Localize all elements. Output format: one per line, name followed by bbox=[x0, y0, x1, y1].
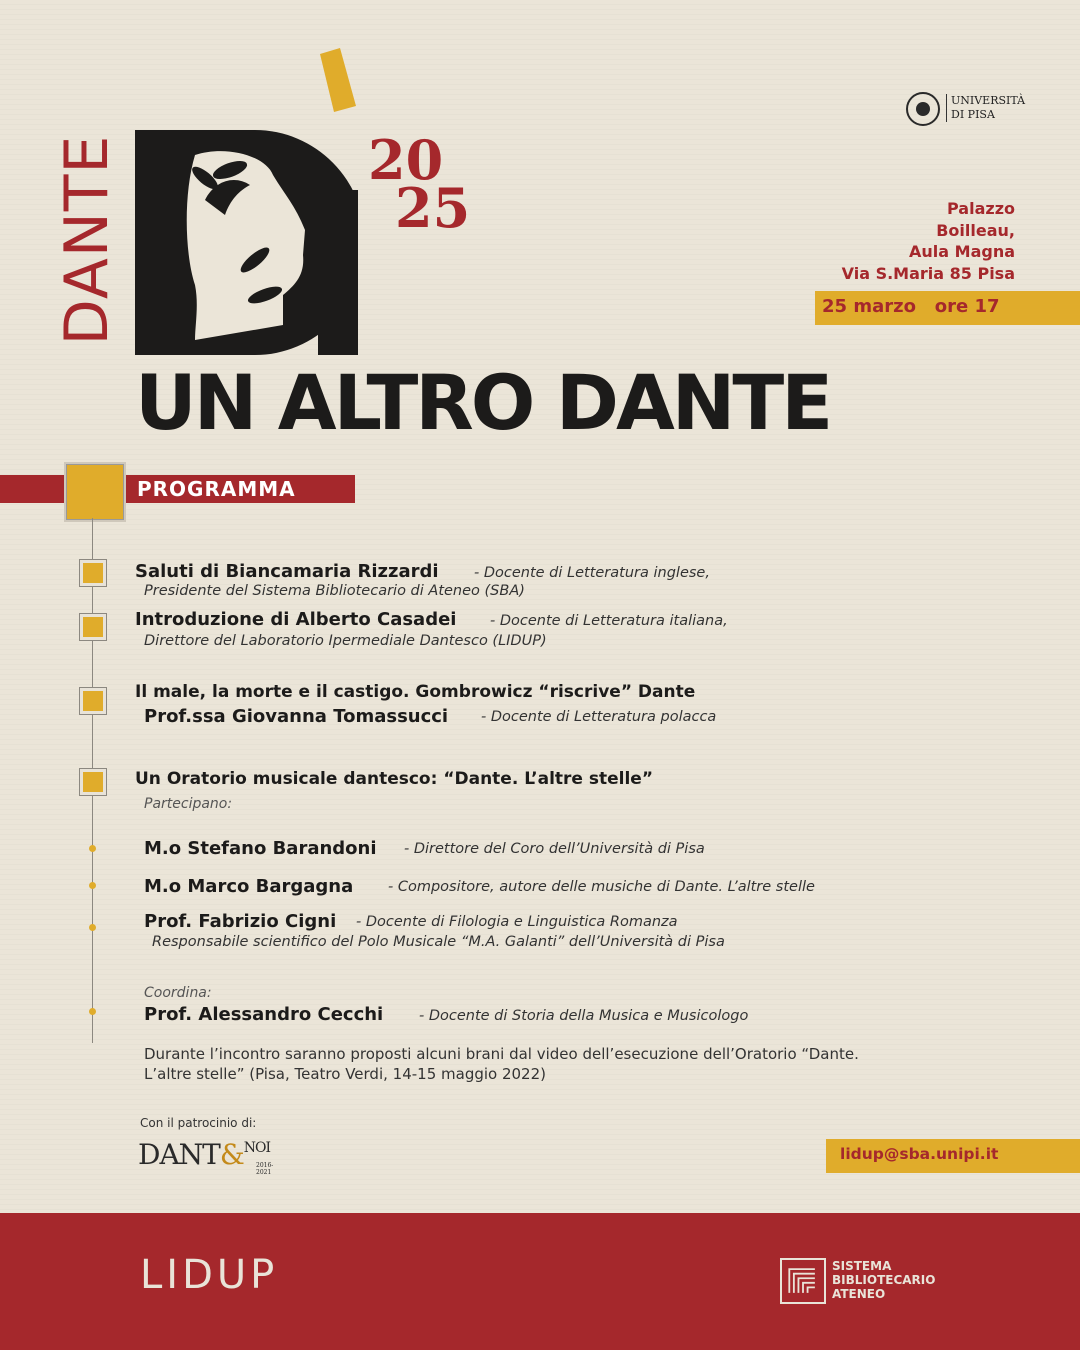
sba-line3: ATENEO bbox=[832, 1287, 886, 1301]
p4-name: Prof. Alessandro Cecchi bbox=[144, 1004, 384, 1025]
venue-line3: Aula Magna bbox=[909, 242, 1015, 261]
coordina-label: Coordina: bbox=[144, 985, 212, 1001]
note-line2: L’altre stelle” (Pisa, Teatro Verdi, 14-15 maggio 2022) bbox=[144, 1065, 546, 1083]
big-i-stem bbox=[318, 190, 358, 355]
timeline-dot bbox=[89, 924, 96, 931]
programma-square-icon bbox=[64, 462, 126, 522]
patrocinio-label: Con il patrocinio di: bbox=[140, 1116, 257, 1130]
venue-block bbox=[842, 198, 1015, 284]
item1-role: - Docente di Letteratura inglese, bbox=[474, 565, 710, 581]
p2-role: - Compositore, autore delle musiche di Dante. L’altre stelle bbox=[388, 879, 815, 895]
item2-name: Introduzione di Alberto Casadei bbox=[135, 609, 457, 630]
p2-name: M.o Marco Bargagna bbox=[144, 876, 354, 897]
logo-noi-text: NOI bbox=[243, 1140, 271, 1156]
university-line1: UNIVERSITÀ bbox=[951, 94, 1026, 107]
item3-name: Prof.ssa Giovanna Tomassucci bbox=[144, 706, 449, 727]
programma-label: PROGRAMMA bbox=[137, 477, 296, 501]
partecipano-label: Partecipano: bbox=[144, 796, 233, 812]
p3-role: - Docente di Filologia e Linguistica Romanza bbox=[356, 914, 678, 930]
event-date: 25 marzo ore 17 bbox=[822, 296, 1000, 317]
university-line2: DI PISA bbox=[951, 108, 995, 121]
p3-sub: Responsabile scientifico del Polo Musicale “M.A. Galanti” dell’Università di Pisa bbox=[152, 934, 725, 950]
venue-line4: Via S.Maria 85 Pisa bbox=[841, 263, 1015, 283]
timeline-square-icon bbox=[83, 617, 103, 637]
logo-dant-text: DANT bbox=[138, 1138, 220, 1171]
year-bottom: 25 bbox=[395, 176, 471, 240]
dante-noi-logo bbox=[138, 1138, 274, 1176]
main-title: UN ALTRO DANTE bbox=[135, 358, 831, 447]
item2-sub: Direttore del Laboratorio Ipermediale Dantesco (LIDUP) bbox=[144, 633, 547, 649]
p4-role: - Docente di Storia della Musica e Musicologo bbox=[419, 1008, 749, 1024]
note-line1: Durante l’incontro saranno proposti alcuni brani dal video dell’esecuzione dell’Oratorio “Dante. bbox=[144, 1045, 859, 1063]
grave-accent-shape bbox=[320, 48, 356, 112]
venue-line2: Boilleau, bbox=[936, 220, 1015, 240]
item2-role: - Docente di Letteratura italiana, bbox=[490, 613, 728, 629]
item3-title: Il male, la morte e il castigo. Gombrowicz “riscrive” Dante bbox=[135, 682, 696, 702]
university-seal-icon bbox=[906, 92, 940, 126]
item3-role: - Docente di Letteratura polacca bbox=[481, 709, 717, 725]
item1-name: Saluti di Biancamaria Rizzardi bbox=[135, 561, 439, 582]
dante-vertical-title: DANTE bbox=[52, 134, 122, 346]
sba-line1: SISTEMA bbox=[832, 1259, 892, 1273]
contact-email[interactable]: lidup@sba.unipi.it bbox=[840, 1145, 999, 1163]
item4-title: Un Oratorio musicale dantesco: “Dante. L’altre stelle” bbox=[135, 769, 653, 789]
timeline-square-icon bbox=[83, 563, 103, 583]
timeline-square-icon bbox=[83, 691, 103, 711]
event-note bbox=[144, 1044, 859, 1084]
logo-years-text: 2016-2021 bbox=[256, 1162, 274, 1176]
timeline-dot bbox=[89, 1008, 96, 1015]
sba-logo-icon bbox=[780, 1258, 826, 1304]
lidup-logo: LIDUP bbox=[140, 1252, 279, 1298]
logo-amp-text: & bbox=[219, 1138, 244, 1171]
p1-name: M.o Stefano Barandoni bbox=[144, 838, 377, 859]
sba-line2: BIBLIOTECARIO bbox=[832, 1273, 936, 1287]
p1-role: - Direttore del Coro dell’Università di Pisa bbox=[404, 841, 705, 857]
timeline-dot bbox=[89, 845, 96, 852]
venue-line1: Palazzo bbox=[947, 199, 1015, 218]
item1-sub: Presidente del Sistema Bibliotecario di Ateneo (SBA) bbox=[144, 583, 525, 599]
timeline-square-icon bbox=[83, 772, 103, 792]
timeline-dot bbox=[89, 882, 96, 889]
university-logo bbox=[906, 92, 1036, 132]
year-top: 20 bbox=[368, 128, 444, 192]
sba-logo-text bbox=[832, 1259, 935, 1301]
p3-name: Prof. Fabrizio Cigni bbox=[144, 911, 337, 932]
